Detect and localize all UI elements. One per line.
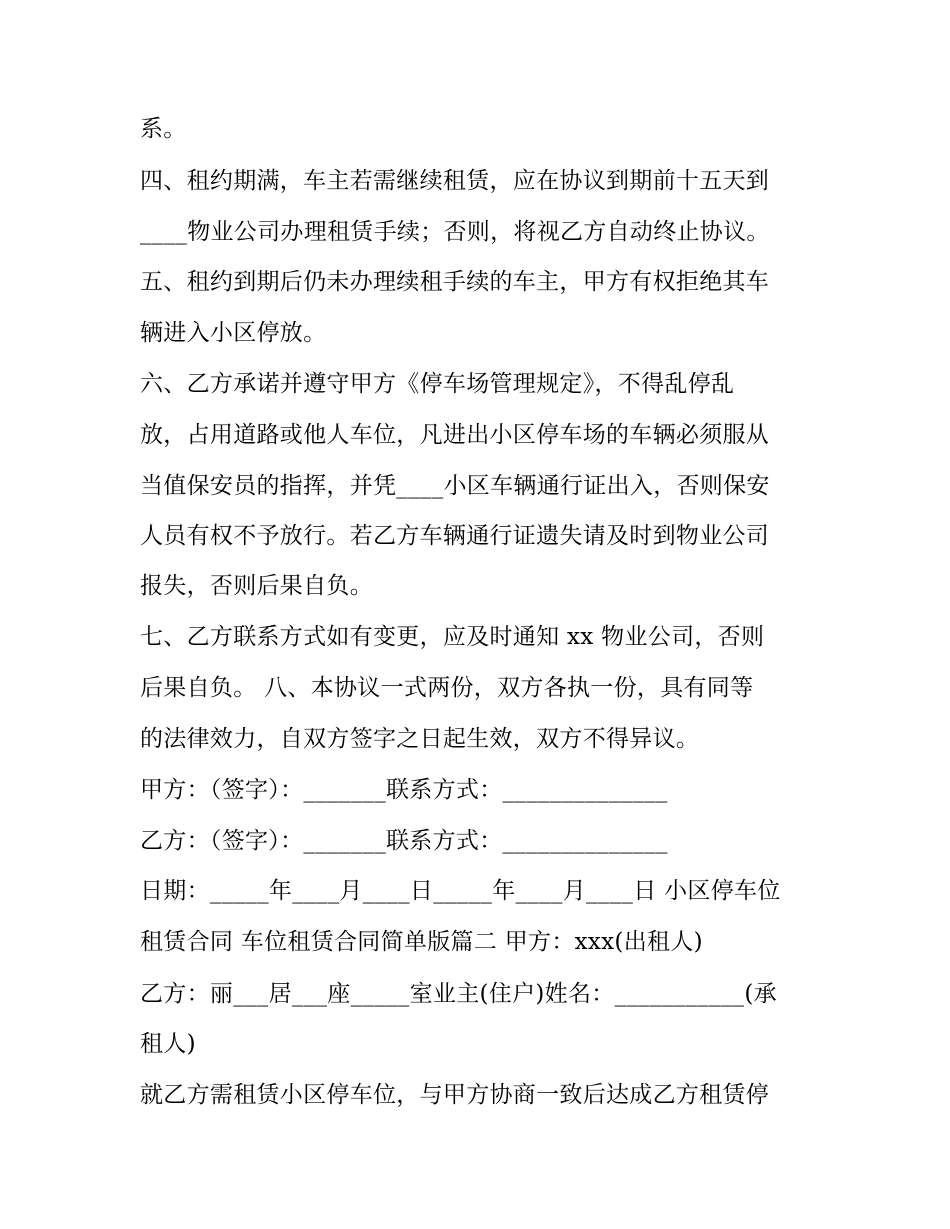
text-line: 系。 [140,116,187,142]
clause-4-line-1: 四、租约期满，车主若需继续租赁，应在协议到期前十五天到 [140,168,770,194]
party-a-signature-line: 甲方：（签字）：_______联系方式：______________ [140,777,668,803]
clause-7-line-2: 后果自负。 八、本协议一式两份，双方各执一份，具有同等 [140,675,754,701]
clause-5-line-1: 五、租约到期后仍未办理续租手续的车主，甲方有权拒绝其车 [140,269,770,295]
contract-two-heading-line: 租赁合同 车位租赁合同简单版篇二 甲方：xxx(出租人) [140,929,703,955]
clause-6-line-3: 当值保安员的指挥，并凭____小区车辆通行证出入，否则保安 [140,473,770,499]
clause-8-line: 的法律效力，自双方签字之日起生效，双方不得异议。 [140,726,700,752]
contract-two-intro-line: 就乙方需租赁小区停车位，与甲方协商一致后达成乙方租赁停 [140,1082,770,1108]
clause-6-line-1: 六、乙方承诺并遵守甲方《停车场管理规定》，不得乱停乱 [140,371,735,397]
clause-6-line-5: 报失，否则后果自负。 [140,573,373,599]
date-line: 日期：_____年____月____日_____年____月____日 小区停车位 [140,878,781,904]
clause-7-line-1: 七、乙方联系方式如有变更，应及时通知 xx 物业公司，否则 [140,624,765,650]
party-b-signature-line: 乙方：（签字）：_______联系方式：______________ [140,828,668,854]
clause-4-line-2: ____物业公司办理租赁手续；否则，将视乙方自动终止协议。 [140,219,770,245]
party-b-info-line-2: 租人) [140,1031,196,1057]
clause-6-line-4: 人员有权不予放行。若乙方车辆通行证遗失请及时到物业公司 [140,523,770,549]
clause-5-line-2: 辆进入小区停放。 [140,320,327,346]
clause-6-line-2: 放，占用道路或他人车位，凡进出小区停车场的车辆必须服从 [140,422,770,448]
party-b-info-line-1: 乙方：丽___居___座_____室业主(住户)姓名：___________(承 [140,981,777,1007]
